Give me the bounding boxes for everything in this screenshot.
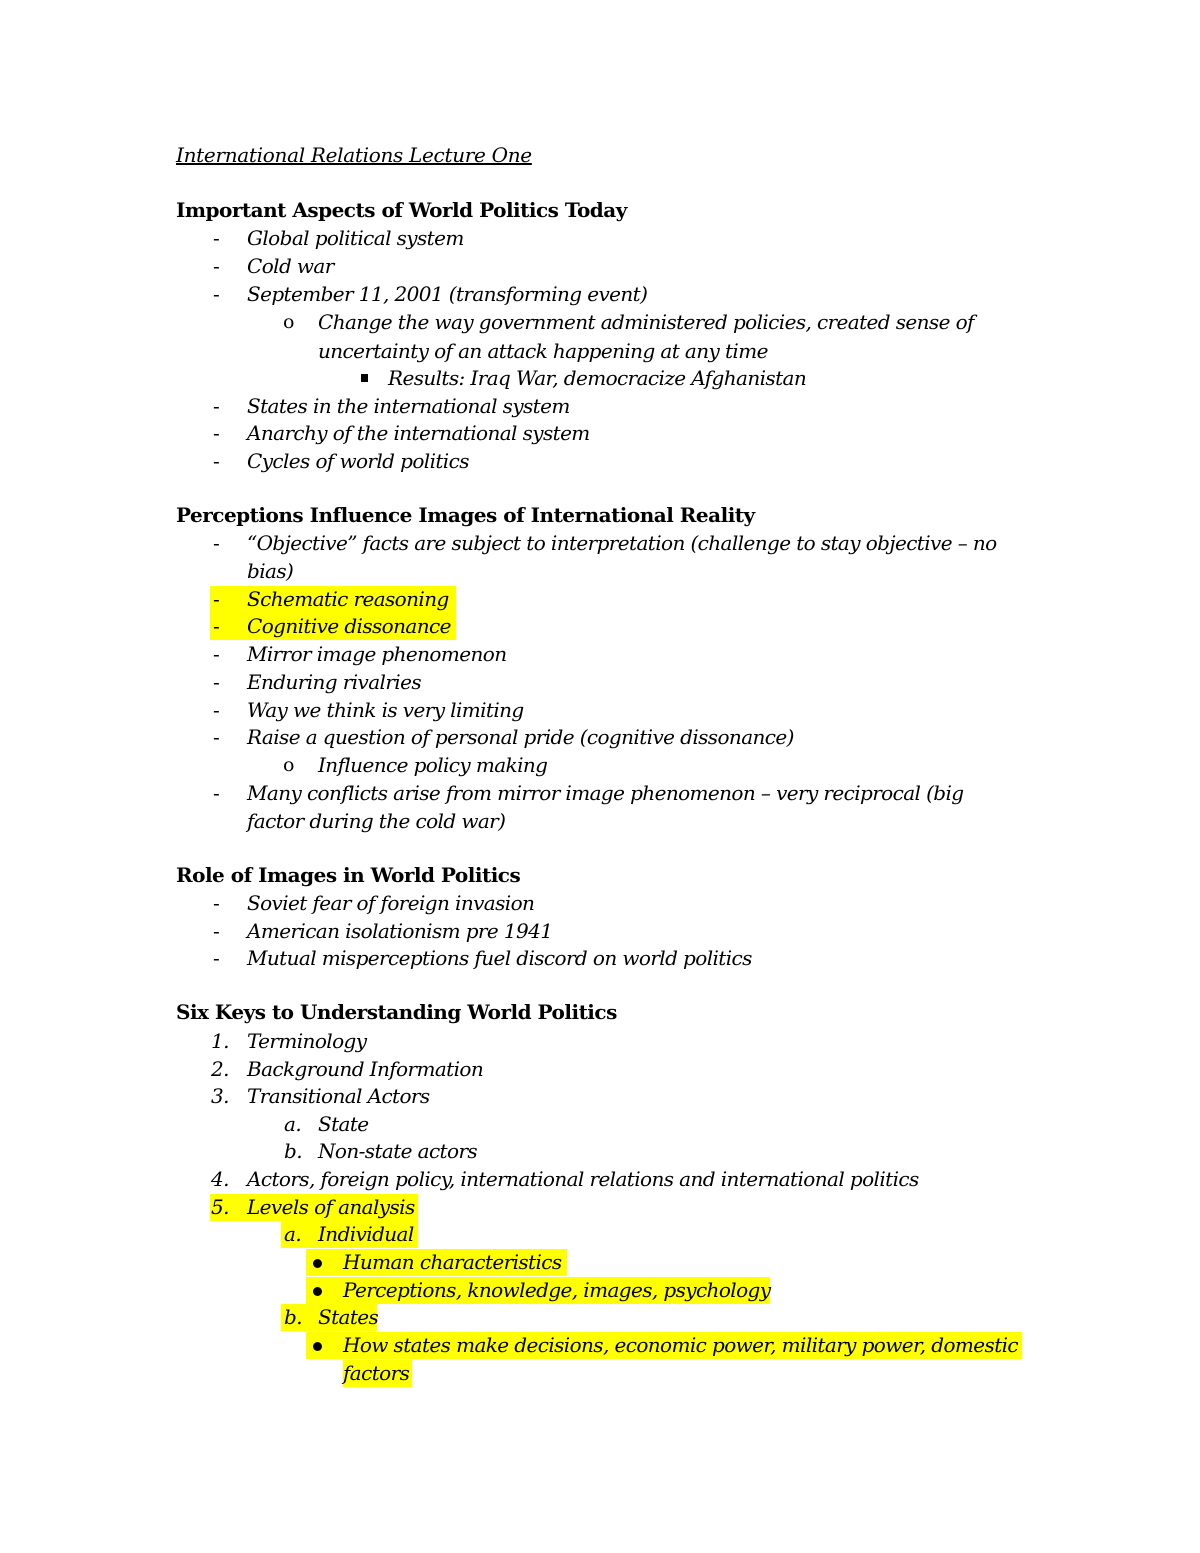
numbered-item: 3. Transitional Actors: [211, 1084, 430, 1108]
dash-bullet: -: [213, 394, 220, 418]
bullet-dot-icon: [313, 1287, 322, 1296]
section-heading: Perceptions Influence Images of International Reality: [176, 503, 755, 527]
list-letter: b.: [284, 1305, 302, 1329]
dash-bullet: -: [213, 449, 220, 473]
document-title: International Relations Lecture One: [176, 143, 532, 167]
dash-bullet: -: [213, 587, 220, 611]
list-item: - “Objective” facts are subject to interpretation (challenge to stay objective – no: [213, 531, 997, 555]
list-letter: a.: [284, 1222, 302, 1246]
list-item: - Cold war: [213, 254, 334, 278]
dash-bullet: -: [213, 421, 220, 445]
numbered-item: 1. Terminology: [211, 1029, 367, 1053]
list-letter: b.: [284, 1139, 302, 1163]
list-item: - Anarchy of the international system: [213, 421, 590, 445]
dash-bullet: -: [213, 531, 220, 555]
list-item: o Influence policy making: [283, 753, 548, 777]
numbered-item-highlighted: 5. Levels of analysis: [211, 1195, 415, 1219]
bullet-item-highlighted: Perceptions, knowledge, images, psychology: [343, 1277, 770, 1304]
bullet-dot-icon: [313, 1342, 322, 1351]
list-item-continuation-highlighted: factors: [343, 1361, 410, 1385]
list-item: - American isolationism pre 1941: [213, 919, 553, 943]
list-item: - Cycles of world politics: [213, 449, 469, 473]
section-heading: Important Aspects of World Politics Today: [176, 198, 627, 222]
dash-bullet: -: [213, 614, 220, 638]
list-item: - Global political system: [213, 226, 464, 250]
dash-bullet: -: [213, 670, 220, 694]
bullet-dot-icon: [313, 1259, 322, 1268]
list-item: - Mutual misperceptions fuel discord on world politics: [213, 946, 752, 970]
dash-bullet: -: [213, 642, 220, 666]
dash-bullet: -: [213, 919, 220, 943]
dash-bullet: -: [213, 946, 220, 970]
list-number: 3.: [211, 1084, 229, 1108]
list-item-continuation: factor during the cold war): [247, 809, 506, 833]
numbered-item: 2. Background Information: [211, 1057, 484, 1081]
numbered-item: 4. Actors, foreign policy, international relations and international politics: [211, 1167, 919, 1191]
list-item: - Soviet fear of foreign invasion: [213, 891, 535, 915]
dash-bullet: -: [213, 226, 220, 250]
list-item: Results: Iraq War, democracize Afghanistan: [388, 365, 806, 392]
list-item: - Many conflicts arise from mirror image phenomenon – very reciprocal (big: [213, 781, 964, 805]
list-item: - September 11, 2001 (transforming event): [213, 282, 648, 306]
list-number: 4.: [211, 1167, 229, 1191]
list-item: o Change the way government administered policies, created sense of: [283, 310, 974, 334]
list-number: 2.: [211, 1057, 229, 1081]
dash-bullet: -: [213, 698, 220, 722]
bullet-item-highlighted: Human characteristics: [343, 1249, 562, 1276]
circle-bullet: o: [283, 311, 294, 333]
dash-bullet: -: [213, 725, 220, 749]
dash-bullet: -: [213, 254, 220, 278]
list-item: - Way we think is very limiting: [213, 698, 524, 722]
bullet-item-highlighted: How states make decisions, economic power, military power, domestic: [343, 1332, 1018, 1359]
lettered-item: b. Non-state actors: [284, 1139, 478, 1163]
list-item-highlighted: - Cognitive dissonance: [213, 614, 451, 638]
list-number: 1.: [211, 1029, 229, 1053]
list-item-continuation: bias): [247, 559, 294, 583]
list-item: - States in the international system: [213, 394, 570, 418]
list-item-highlighted: - Schematic reasoning: [213, 587, 449, 611]
square-bullet-icon: [361, 374, 368, 382]
dash-bullet: -: [213, 282, 220, 306]
list-item-continuation: uncertainty of an attack happening at any time: [318, 339, 768, 363]
list-item: - Mirror image phenomenon: [213, 642, 507, 666]
section-heading: Six Keys to Understanding World Politics: [176, 1000, 617, 1024]
lettered-item-highlighted: b. States: [284, 1305, 379, 1329]
lettered-item: a. State: [284, 1112, 369, 1136]
dash-bullet: -: [213, 891, 220, 915]
list-number: 5.: [211, 1195, 229, 1219]
list-letter: a.: [284, 1112, 302, 1136]
list-item: - Enduring rivalries: [213, 670, 421, 694]
list-item: - Raise a question of personal pride (cognitive dissonance): [213, 725, 794, 749]
lettered-item-highlighted: a. Individual: [284, 1222, 414, 1246]
dash-bullet: -: [213, 781, 220, 805]
circle-bullet: o: [283, 754, 294, 776]
section-heading: Role of Images in World Politics: [176, 863, 521, 887]
